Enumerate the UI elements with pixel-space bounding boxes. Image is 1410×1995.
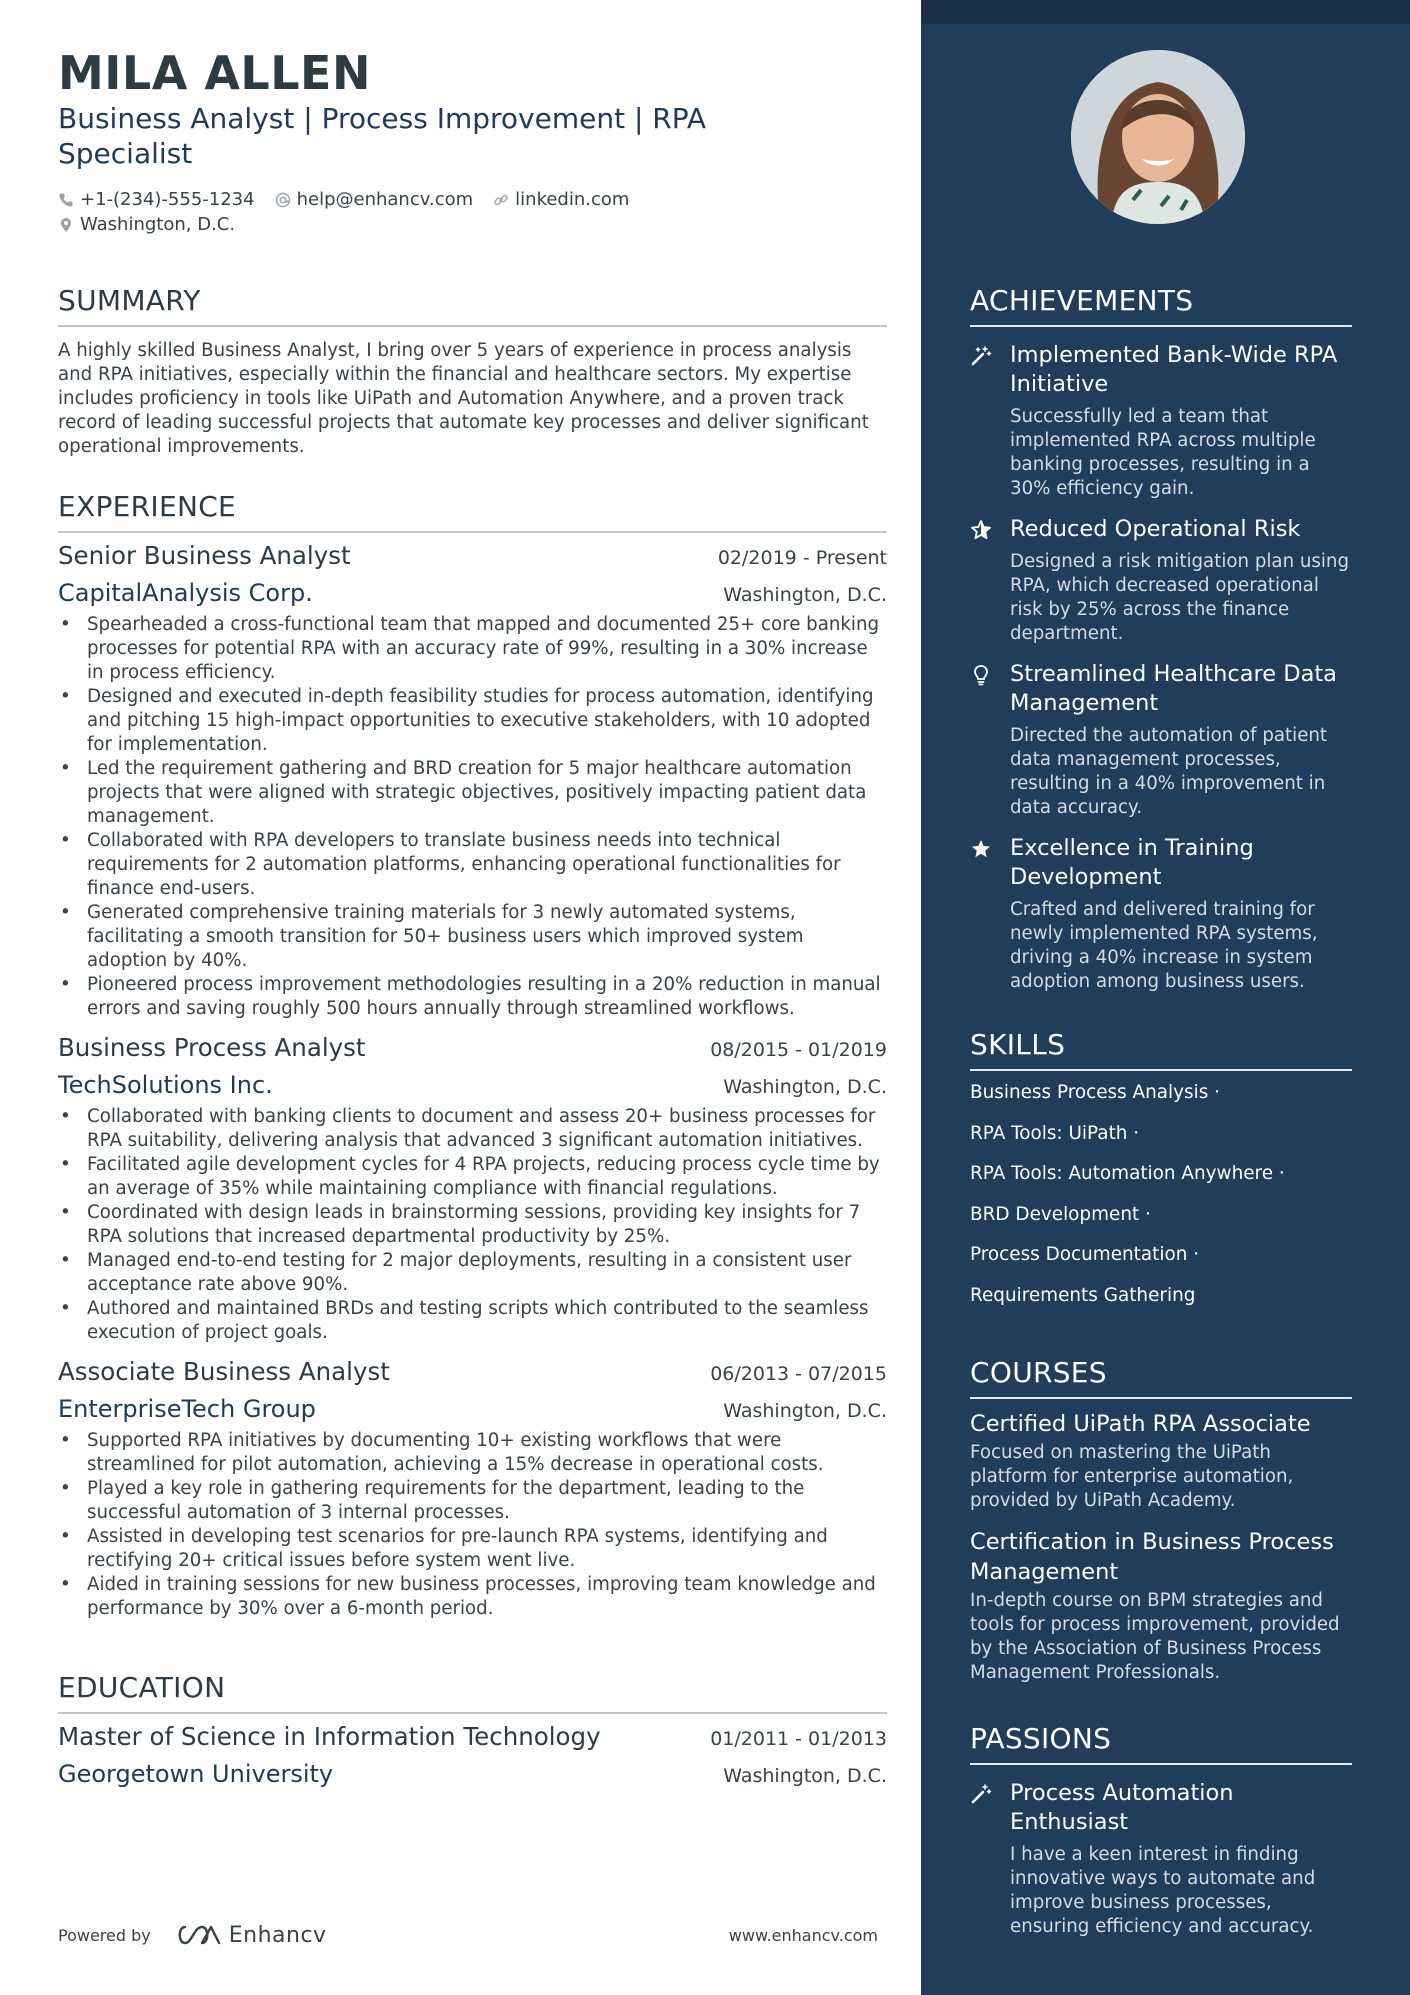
phone-text: +1-(234)-555-1234 [80,189,255,210]
job-bullet: • Assisted in developing test scenarios for pre-launch RPA systems, identifying and rectifying 20+ critical issues before system went live. [58,1525,887,1573]
job-company: EnterpriseTech Group [58,1395,316,1423]
section-divider [58,1712,887,1714]
sidebar-top-bar [921,0,1410,24]
section-divider [970,1397,1352,1399]
job-bullet: • Coordinated with design leads in brainstorming sessions, providing key insights for 7 RPA solutions that increased departmental productivity by 25%. [58,1201,887,1249]
achievements-section [970,284,1352,994]
job-entry [58,1357,887,1621]
section-divider [58,325,887,327]
passion-item [970,1779,1352,1939]
job-location: Washington, D.C. [723,1076,887,1098]
skill-item: Business Process Analysis · [970,1082,1221,1103]
job-bullets [58,1429,887,1621]
location-text: Washington, D.C. [80,214,236,235]
lightbulb-icon [970,664,992,686]
summary-text: A highly skilled Business Analyst, I bring over 5 years of experience in process analysis and RPA initiatives, especially within the financial and healthcare sectors. My expertise includes proficiency in tools like UiPath and Automation Anywhere, and a proven track record of leading successful projects that automate key processes and deliver significant operational improvements. [58,340,869,457]
achievement-desc: Designed a risk mitigation plan using RPA, which decreased operational risk by 25% across the finance department. [1010,551,1349,644]
star-outline-icon [970,519,992,541]
course-desc: In-depth course on BPM strategies and tools for process improvement, provided by the Association of Business Process Management Professionals. [970,1590,1340,1683]
experience-heading: EXPERIENCE [58,490,237,523]
education-entry [58,1722,887,1788]
achievement-title: Implemented Bank-Wide RPA Initiative [1010,342,1338,397]
experience-section [58,490,887,1621]
job-company: TechSolutions Inc. [58,1071,273,1099]
section-divider [970,1069,1352,1071]
sidebar [921,0,1410,1995]
title-line-1: Business Analyst | Process Improvement | RPA [58,102,706,135]
job-bullet: • Collaborated with RPA developers to translate business needs into technical requirements for 2 automation platforms, enhancing operational functionalities for finance end-users. [58,829,887,901]
skill-item: Requirements Gathering [970,1284,1196,1306]
courses-section [970,1356,1352,1685]
star-icon [970,838,992,860]
summary-section [58,284,887,459]
job-title: Business Process Analyst [58,1033,366,1062]
education-section [58,1671,887,1788]
job-entry [58,1033,887,1345]
job-bullet: • Supported RPA initiatives by documenting 10+ existing workflows that were streamlined for pilot automation, achieving a 15% decrease in operational costs. [58,1429,887,1477]
contact-info [58,187,878,237]
section-divider [58,531,887,533]
candidate-name: MILA ALLEN [58,46,371,100]
school-name: Georgetown University [58,1760,334,1788]
job-bullet: • Led the requirement gathering and BRD creation for 5 major healthcare automation projects that were aligned with strategic objectives, positively impacting patient data management. [58,757,887,829]
job-dates: 02/2019 - Present [717,547,887,569]
job-bullet: • Generated comprehensive training materials for 3 newly automated systems, facilitating a smooth transition for 50+ business users which improved system adoption by 40%. [58,901,887,973]
achievement-desc: Directed the automation of patient data management processes, resulting in a 40% improvement in data accuracy. [1010,725,1328,818]
course-desc: Focused on mastering the UiPath platform for enterprise automation, provided by UiPath Academy. [970,1442,1294,1511]
job-bullet: • Pioneered process improvement methodologies resulting in a 20% reduction in manual errors and saving roughly 500 hours annually through streamlined workflows. [58,973,887,1021]
achievement-desc: Crafted and delivered training for newly implemented RPA systems, driving a 40% increase in system adoption among business users. [1010,899,1318,992]
location-pin-icon [58,217,74,233]
email-text: help@enhancv.com [296,189,474,210]
skill-item: BRD Development · [970,1203,1151,1225]
achievement-title: Excellence in Training Development [1010,835,1254,890]
job-title: Associate Business Analyst [58,1357,390,1386]
powered-by-label: Powered by [58,1925,151,1945]
passions-section [970,1722,1352,1939]
candidate-title [58,101,758,171]
skill-item: Process Documentation · [970,1244,1200,1265]
section-divider [970,325,1352,327]
course-title: Certified UiPath RPA Associate [970,1411,1311,1437]
website-link[interactable]: www.enhancv.com [728,1925,878,1945]
education-heading: EDUCATION [58,1671,226,1704]
job-company: CapitalAnalysis Corp. [58,579,313,607]
passions-heading: PASSIONS [970,1722,1112,1755]
job-bullet: • Facilitated agile development cycles for 4 RPA projects, reducing process cycle time by an average of 35% while maintaining compliance with financial regulations. [58,1153,887,1201]
achievement-item [970,341,1352,501]
achievements-heading: ACHIEVEMENTS [970,284,1194,317]
email-contact[interactable] [275,189,474,210]
enhancv-logo-icon [175,1923,221,1947]
title-line-2: Specialist [58,137,193,170]
job-bullet: • Authored and maintained BRDs and testing scripts which contributed to the seamless execution of project goals. [58,1297,887,1345]
job-dates: 06/2013 - 07/2015 [710,1363,887,1385]
job-bullet: • Designed and executed in-depth feasibility studies for process automation, identifying and pitching 15 high-impact opportunities to executive stakeholders, with 10 adopted for implementation. [58,685,887,757]
degree-title: Master of Science in Information Technology [58,1722,601,1751]
education-dates: 01/2011 - 01/2013 [710,1728,887,1750]
passion-title: Process Automation Enthusiast [1010,1780,1234,1835]
achievement-title: Reduced Operational Risk [1010,516,1301,542]
phone-icon [58,192,74,208]
avatar [1071,50,1245,224]
profile-photo-icon [1071,50,1245,224]
brand-name: Enhancv [228,1922,327,1948]
skills-heading: SKILLS [970,1028,1066,1061]
achievement-title: Streamlined Healthcare Data Management [1010,661,1337,716]
summary-heading: SUMMARY [58,284,201,317]
powered-by [58,1923,351,1948]
courses-heading: COURSES [970,1356,1107,1389]
job-title: Senior Business Analyst [58,541,351,570]
job-entry [58,541,887,1021]
location-contact [58,214,235,235]
job-bullets [58,613,887,1021]
phone-contact[interactable] [58,189,255,210]
job-location: Washington, D.C. [723,1400,887,1422]
linkedin-text: linkedin.com [515,189,630,210]
skill-item: RPA Tools: Automation Anywhere · [970,1163,1285,1184]
job-bullet: • Spearheaded a cross-functional team that mapped and documented 25+ core banking processes for potential RPA with an accuracy rate of 99%, resulting in a 30% increase in process efficiency. [58,613,887,685]
skills-section [970,1028,1352,1316]
achievement-item [970,660,1352,820]
at-icon [275,192,291,208]
course-title: Certification in Business Process Management [970,1529,1334,1585]
achievement-item [970,834,1352,994]
job-dates: 08/2015 - 01/2019 [710,1039,887,1061]
magic-wand-icon [970,1783,992,1805]
passion-desc: I have a keen interest in finding innovative ways to automate and improve business processes, ensuring efficiency and accuracy. [1010,1844,1316,1937]
job-bullets [58,1105,887,1345]
job-bullet: • Played a key role in gathering requirements for the department, leading to the successful automation of 3 internal processes. [58,1477,887,1525]
education-location: Washington, D.C. [723,1765,887,1787]
footer [58,1915,878,1955]
job-bullet: • Collaborated with banking clients to document and assess 20+ business processes for RPA suitability, delivering analysis that advanced 3 significant automation initiatives. [58,1105,887,1153]
linkedin-contact[interactable] [493,189,629,210]
job-bullet: • Aided in training sessions for new business processes, improving team knowledge and performance by 30% over a 6-month period. [58,1573,887,1621]
job-bullet: • Managed end-to-end testing for 2 major deployments, resulting in a consistent user acceptance rate above 90%. [58,1249,887,1297]
skill-item: RPA Tools: UiPath · [970,1122,1140,1144]
achievement-item [970,515,1352,646]
section-divider [970,1763,1352,1765]
link-icon [493,192,509,208]
skills-list [970,1073,1352,1316]
magic-wand-icon [970,345,992,367]
achievement-desc: Successfully led a team that implemented RPA across multiple banking processes, resulting in a 30% efficiency gain. [1010,406,1316,499]
job-location: Washington, D.C. [723,584,887,606]
